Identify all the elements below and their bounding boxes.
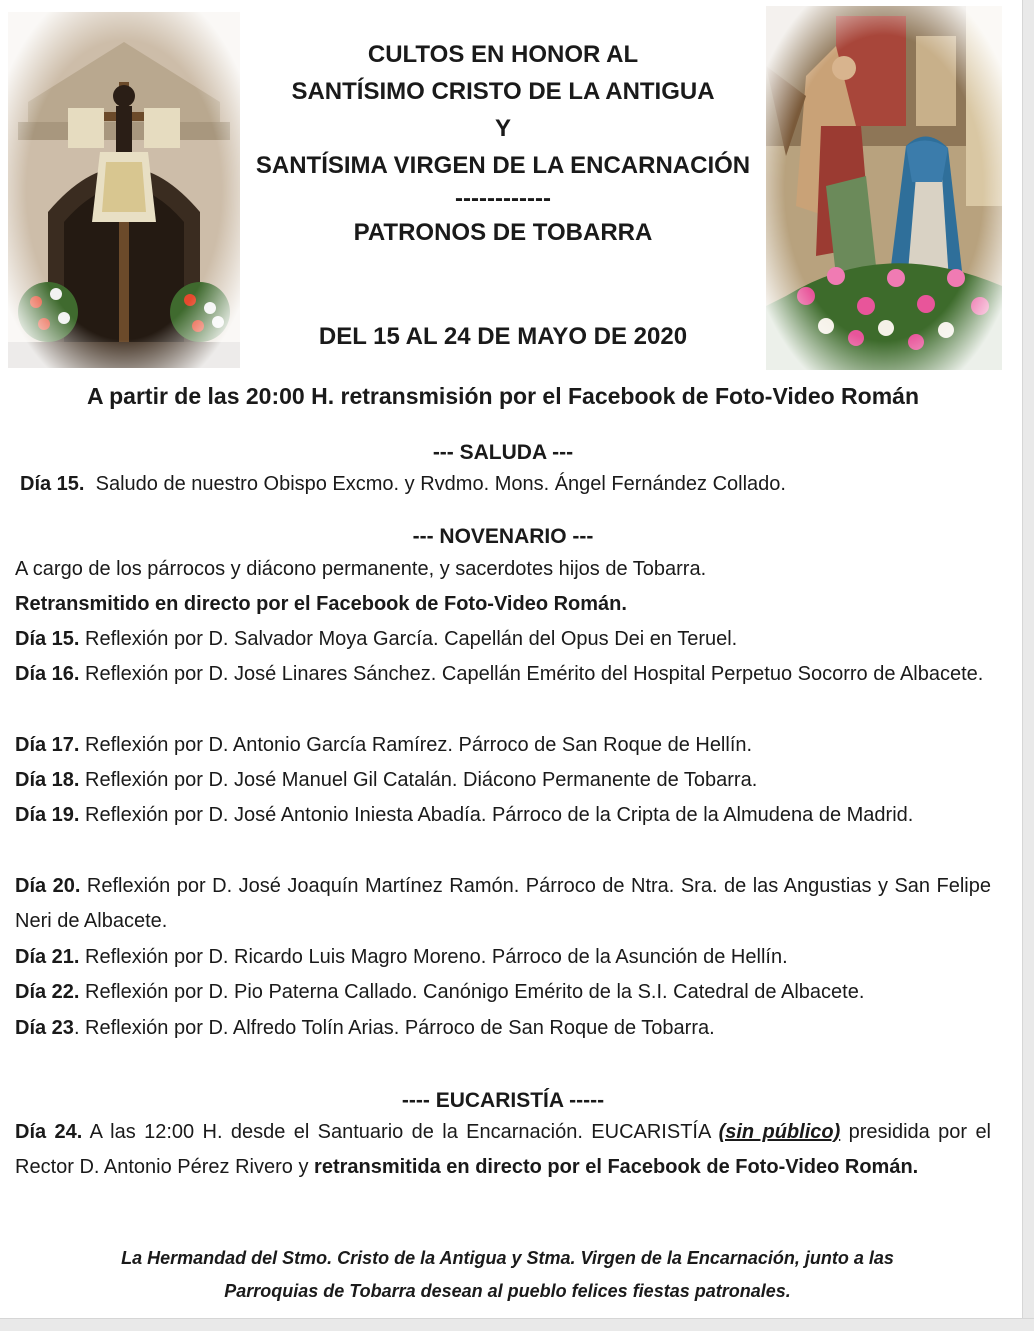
novenario-day: Día 17. <box>15 734 80 756</box>
header-line-2: SANTÍSIMO CRISTO DE LA ANTIGUA <box>291 78 715 105</box>
novenario-day: Día 21. <box>15 946 80 968</box>
saluda-title: --- SALUDA --- <box>432 441 574 464</box>
saluda-entry <box>20 467 996 502</box>
novenario-item <box>15 1011 991 1046</box>
novenario-item <box>15 728 991 763</box>
closing-message <box>40 1242 975 1308</box>
eucaristia-text-3: retransmitida en directo por el Facebook de Foto-Video Román. <box>314 1156 919 1178</box>
header-line-4: SANTÍSIMA VIRGEN DE LA ENCARNACIÓN <box>255 152 751 179</box>
novenario-day: Día 16. <box>15 663 80 685</box>
cristo-image <box>8 12 240 368</box>
novenario-item <box>15 657 991 692</box>
novenario-day: Día 18. <box>15 769 80 791</box>
novenario-item <box>15 763 991 798</box>
header-line-1: CULTOS EN HONOR AL <box>367 41 639 68</box>
novenario-day: Día 23 <box>15 1017 74 1039</box>
eucaristia-title: ---- EUCARISTÍA ----- <box>401 1089 605 1112</box>
header-line-5: PATRONOS DE TOBARRA <box>353 219 653 246</box>
novenario-title: --- NOVENARIO --- <box>412 525 594 548</box>
novenario-intro: A cargo de los párrocos y diácono permanente, y sacerdotes hijos de Tobarra. <box>15 558 707 580</box>
novenario-day: Día 22. <box>15 981 80 1003</box>
novenario-day: Día 20. <box>15 875 81 897</box>
header-separator: ------------ <box>455 185 551 212</box>
eucaristia-day: Día 24. <box>15 1121 83 1143</box>
saluda-text: Saludo de nuestro Obispo Excmo. y Rvdmo. Mons. Ángel Fernández Collado. <box>95 473 786 495</box>
novenario-item <box>15 798 991 833</box>
novenario-item <box>15 622 991 657</box>
novenario-item <box>15 975 991 1010</box>
novenario-text: Reflexión por D. José Linares Sánchez. Capellán Emérito del Hospital Perpetuo Socorro de Albacete. <box>85 663 984 685</box>
broadcast-notice: A partir de las 20:00 H. retransmisión por el Facebook de Foto-Video Román <box>86 383 920 409</box>
page-bottom-edge <box>0 1318 1034 1331</box>
novenario-retrans: Retransmitido en directo por el Facebook de Foto-Video Román. <box>15 593 627 615</box>
novenario-item <box>15 869 991 939</box>
date-range: DEL 15 AL 24 DE MAYO DE 2020 <box>318 323 688 350</box>
novenario-day: Día 19. <box>15 804 80 826</box>
closing-line-1: La Hermandad del Stmo. Cristo de la Antigua y Stma. Virgen de la Encarnación, junto a las <box>121 1248 894 1268</box>
novenario-text: Reflexión por D. Ricardo Luis Magro Moreno. Párroco de la Asunción de Hellín. <box>85 946 788 968</box>
novenario-text: Reflexión por D. Antonio García Ramírez. Párroco de San Roque de Hellín. <box>85 734 753 756</box>
novenario-day: Día 15. <box>15 628 80 650</box>
novenario-text: Reflexión por D. José Manuel Gil Catalán. Diácono Permanente de Tobarra. <box>85 769 758 791</box>
header-line-3: Y <box>494 115 511 142</box>
closing-line-2: Parroquias de Tobarra desean al pueblo felices fiestas patronales. <box>224 1281 791 1301</box>
eucaristia-text-2: presidida por el Rector D. Antonio Pérez Rivero y <box>15 1121 992 1178</box>
novenario-text: . Reflexión por D. Alfredo Tolín Arias. Párroco de San Roque de Tobarra. <box>73 1017 715 1039</box>
eucaristia-text-1: A las 12:00 H. desde el Santuario de la Encarnación. EUCARISTÍA <box>89 1121 711 1143</box>
novenario-text: Reflexión por D. José Joaquín Martínez Ramón. Párroco de Ntra. Sra. de las Angustias y San Felipe Neri de Albacete. <box>15 875 991 932</box>
novenario-text: Reflexión por D. José Antonio Iniesta Abadía. Párroco de la Cripta de la Almudena de Madrid. <box>85 804 914 826</box>
eucaristia-entry <box>15 1115 991 1185</box>
document-header <box>240 36 766 251</box>
novenario-item <box>15 940 991 975</box>
novenario-text: Reflexión por D. Pio Paterna Callado. Canónigo Emérito de la S.I. Catedral de Albacete. <box>85 981 865 1003</box>
virgen-image <box>766 6 1002 370</box>
page-edge <box>1022 0 1034 1330</box>
sin-publico-note: (sin público) <box>718 1121 841 1143</box>
novenario-text: Reflexión por D. Salvador Moya García. Capellán del Opus Dei en Teruel. <box>85 628 738 650</box>
saluda-day: Día 15. <box>20 473 85 495</box>
